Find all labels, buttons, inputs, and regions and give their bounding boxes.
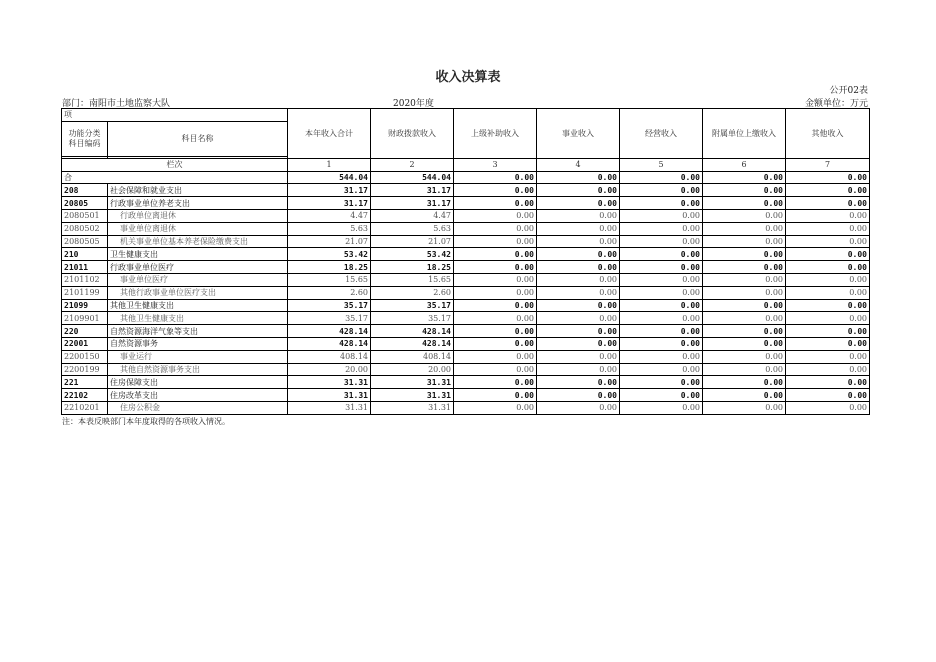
row-value: 0.00 [620,261,703,274]
col-header: 财政拨款收入 [371,109,454,159]
row-value: 0.00 [537,273,620,286]
row-name: 行政事业单位养老支出 [108,197,288,210]
row-value: 0.00 [786,325,870,338]
row-value: 0.00 [454,261,537,274]
row-value: 21.07 [288,235,371,248]
row-code: 2080501 [62,209,108,222]
col-header: 经营收入 [620,109,703,159]
row-value: 0.00 [620,350,703,363]
row-value: 0.00 [620,209,703,222]
row-value: 0.00 [537,389,620,402]
row-value: 0.00 [454,376,537,389]
row-name: 社会保障和就业支出 [108,184,288,197]
row-code: 2200199 [62,363,108,376]
table-row [62,222,870,235]
table-row [62,261,870,274]
row-value: 0.00 [703,299,786,312]
table-row [62,350,870,363]
row-value: 0.00 [537,248,620,261]
row-value: 0.00 [537,222,620,235]
row-value: 31.17 [371,197,454,210]
row-code: 2080502 [62,222,108,235]
col-number: 5 [620,158,703,171]
row-value: 35.17 [288,312,371,325]
row-value: 31.31 [371,389,454,402]
row-value: 0.00 [454,337,537,350]
row-value: 408.14 [288,350,371,363]
row-value: 0.00 [786,184,870,197]
row-value: 0.00 [620,401,703,414]
row-value: 0.00 [703,376,786,389]
row-value: 31.17 [371,184,454,197]
row-value: 0.00 [786,248,870,261]
table-row [62,312,870,325]
row-value: 0.00 [537,184,620,197]
row-value: 53.42 [288,248,371,261]
row-value: 0.00 [786,299,870,312]
row-value: 0.00 [454,363,537,376]
row-value: 31.31 [288,389,371,402]
row-name: 住房保障支出 [108,376,288,389]
row-value: 0.00 [454,222,537,235]
row-value: 31.31 [288,376,371,389]
row-value: 0.00 [454,248,537,261]
row-value: 0.00 [703,350,786,363]
row-value: 0.00 [786,197,870,210]
row-code: 2200150 [62,350,108,363]
row-value: 0.00 [454,273,537,286]
row-value: 0.00 [703,312,786,325]
row-value: 0.00 [620,248,703,261]
department-label: 部门：南阳市土地监察大队 [62,99,171,109]
row-code: 2101102 [62,273,108,286]
row-value: 20.00 [371,363,454,376]
row-value: 0.00 [537,401,620,414]
row-value: 0.00 [454,325,537,338]
row-value: 15.65 [288,273,371,286]
total-value: 0.00 [454,171,537,184]
row-value: 35.17 [288,299,371,312]
row-value: 0.00 [703,248,786,261]
header-code: 功能分类 科目编码 [62,121,108,156]
row-value: 0.00 [620,325,703,338]
header-item: 项 [62,109,288,122]
row-name: 其他自然资源事务支出 [108,363,288,376]
row-name: 行政单位离退休 [108,209,288,222]
row-value: 0.00 [786,209,870,222]
row-value: 0.00 [620,286,703,299]
row-value: 428.14 [288,337,371,350]
total-label: 合 [62,171,288,184]
row-value: 18.25 [288,261,371,274]
row-code: 21099 [62,299,108,312]
total-value: 0.00 [703,171,786,184]
row-value: 0.00 [537,325,620,338]
table-row [62,286,870,299]
row-value: 0.00 [620,363,703,376]
row-name: 住房改革支出 [108,389,288,402]
row-value: 2.60 [288,286,371,299]
row-value: 0.00 [620,299,703,312]
row-value: 0.00 [537,235,620,248]
row-value: 0.00 [454,350,537,363]
table-row [62,299,870,312]
row-value: 31.31 [288,401,371,414]
income-table [61,108,870,415]
row-value: 0.00 [786,312,870,325]
row-value: 4.47 [288,209,371,222]
row-code: 2210201 [62,401,108,414]
row-value: 0.00 [786,376,870,389]
row-value: 428.14 [371,325,454,338]
row-value: 20.00 [288,363,371,376]
page-title: 收入决算表 [435,70,501,85]
col-header: 附属单位上缴收入 [703,109,786,159]
table-row [62,248,870,261]
row-code: 208 [62,184,108,197]
row-name: 自然资源海洋气象等支出 [108,325,288,338]
row-code: 22102 [62,389,108,402]
year-label: 2020年度 [393,99,434,109]
row-code: 210 [62,248,108,261]
row-value: 0.00 [786,261,870,274]
row-value: 0.00 [703,209,786,222]
row-value: 0.00 [620,337,703,350]
row-value: 0.00 [786,350,870,363]
total-value: 0.00 [786,171,870,184]
row-value: 0.00 [620,273,703,286]
table-row [62,235,870,248]
row-value: 0.00 [537,209,620,222]
form-number: 公开02表 [829,86,868,96]
row-name: 自然资源事务 [108,337,288,350]
row-value: 53.42 [371,248,454,261]
col-number: 7 [786,158,870,171]
row-value: 428.14 [288,325,371,338]
row-value: 0.00 [537,299,620,312]
row-value: 0.00 [620,222,703,235]
col-header: 上级补助收入 [454,109,537,159]
row-value: 0.00 [786,337,870,350]
row-code: 221 [62,376,108,389]
table-row [62,389,870,402]
row-value: 0.00 [703,337,786,350]
row-value: 0.00 [786,222,870,235]
row-name: 其他卫生健康支出 [108,312,288,325]
row-value: 31.17 [288,184,371,197]
unit-label: 金额单位：万元 [804,99,868,109]
row-value: 35.17 [371,312,454,325]
table-row [62,184,870,197]
row-code: 20805 [62,197,108,210]
col-number: 4 [537,158,620,171]
row-value: 408.14 [371,350,454,363]
row-value: 31.31 [371,401,454,414]
col-number: 3 [454,158,537,171]
row-value: 0.00 [454,235,537,248]
row-value: 0.00 [786,389,870,402]
row-value: 0.00 [703,401,786,414]
row-value: 0.00 [454,401,537,414]
footnote: 注：本表反映部门本年度取得的各项收入情况。 [62,417,230,426]
row-value: 428.14 [371,337,454,350]
row-value: 5.63 [288,222,371,235]
table-row [62,337,870,350]
table-row [62,376,870,389]
row-value: 31.17 [288,197,371,210]
row-value: 0.00 [454,389,537,402]
header-rowlabel: 栏次 [62,158,288,171]
row-value: 0.00 [786,235,870,248]
row-value: 0.00 [454,312,537,325]
row-name: 住房公积金 [108,401,288,414]
row-value: 15.65 [371,273,454,286]
row-name: 卫生健康支出 [108,248,288,261]
row-value: 0.00 [454,184,537,197]
row-name: 事业单位离退休 [108,222,288,235]
row-value: 0.00 [786,363,870,376]
row-value: 0.00 [537,261,620,274]
header-name: 科目名称 [108,121,288,156]
row-value: 0.00 [703,222,786,235]
row-code: 2109901 [62,312,108,325]
row-value: 18.25 [371,261,454,274]
total-row [62,171,870,184]
row-value: 0.00 [703,363,786,376]
row-value: 0.00 [703,325,786,338]
row-value: 0.00 [537,312,620,325]
col-number: 2 [371,158,454,171]
col-number: 6 [703,158,786,171]
row-code: 22001 [62,337,108,350]
total-value: 544.04 [288,171,371,184]
row-value: 0.00 [703,389,786,402]
table-row [62,325,870,338]
row-value: 0.00 [703,273,786,286]
row-code: 2080505 [62,235,108,248]
col-header: 其他收入 [786,109,870,159]
table-row [62,401,870,414]
row-value: 2.60 [371,286,454,299]
row-value: 0.00 [620,235,703,248]
row-value: 0.00 [537,286,620,299]
row-value: 0.00 [620,184,703,197]
row-value: 0.00 [537,197,620,210]
col-header: 本年收入合计 [288,109,371,159]
row-value: 0.00 [620,376,703,389]
row-value: 0.00 [703,235,786,248]
row-code: 220 [62,325,108,338]
table-row [62,363,870,376]
row-value: 0.00 [703,261,786,274]
row-value: 35.17 [371,299,454,312]
row-value: 0.00 [620,389,703,402]
row-value: 0.00 [620,312,703,325]
row-value: 0.00 [537,337,620,350]
row-value: 0.00 [703,197,786,210]
row-value: 0.00 [537,350,620,363]
row-name: 其他卫生健康支出 [108,299,288,312]
row-value: 0.00 [703,286,786,299]
total-value: 544.04 [371,171,454,184]
row-code: 21011 [62,261,108,274]
row-value: 0.00 [537,376,620,389]
row-name: 其他行政事业单位医疗支出 [108,286,288,299]
row-value: 0.00 [537,363,620,376]
row-value: 0.00 [454,299,537,312]
row-name: 事业单位医疗 [108,273,288,286]
row-value: 0.00 [454,209,537,222]
row-value: 0.00 [786,273,870,286]
row-value: 0.00 [454,197,537,210]
col-number: 1 [288,158,371,171]
table-row [62,197,870,210]
row-value: 0.00 [786,286,870,299]
row-name: 机关事业单位基本养老保险缴费支出 [108,235,288,248]
row-value: 21.07 [371,235,454,248]
row-value: 31.31 [371,376,454,389]
col-header: 事业收入 [537,109,620,159]
row-name: 行政事业单位医疗 [108,261,288,274]
row-code: 2101199 [62,286,108,299]
total-value: 0.00 [537,171,620,184]
row-value: 5.63 [371,222,454,235]
total-value: 0.00 [620,171,703,184]
table-row [62,209,870,222]
row-value: 0.00 [620,197,703,210]
row-value: 0.00 [703,184,786,197]
row-name: 事业运行 [108,350,288,363]
row-value: 0.00 [454,286,537,299]
table-row [62,273,870,286]
row-value: 0.00 [786,401,870,414]
row-value: 4.47 [371,209,454,222]
